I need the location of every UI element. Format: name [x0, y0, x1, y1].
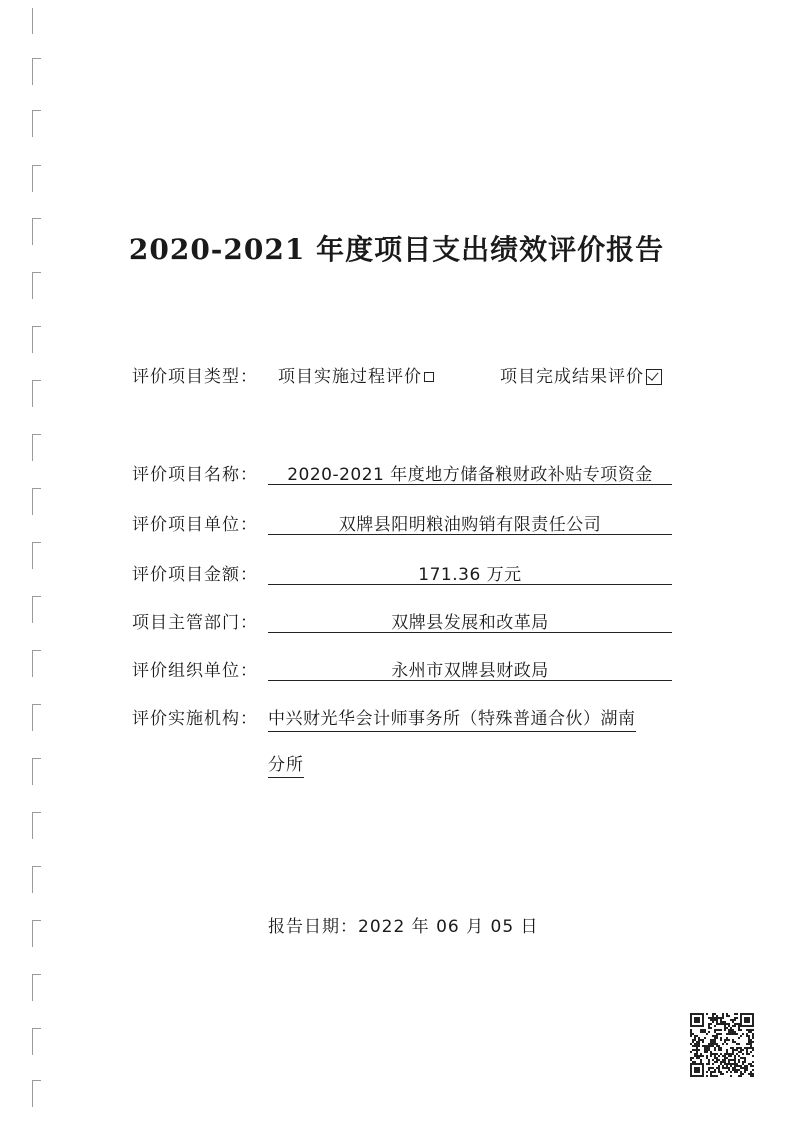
field-implementing-org: [132, 704, 672, 734]
field-value: 171.36 万元: [268, 560, 672, 585]
binding-mark: [32, 1028, 41, 1055]
field-label: 评价项目名称：: [132, 465, 258, 485]
field-value: 永州市双牌县财政局: [268, 656, 672, 681]
field-label: 评价项目单位：: [132, 515, 258, 535]
document-title: 2020-2021 年度项目支出绩效评价报告: [128, 233, 665, 266]
binding-mark: [32, 434, 41, 461]
binding-mark: [32, 8, 33, 34]
implementing-org-line2: 分所: [268, 750, 304, 778]
binding-mark: [32, 704, 41, 731]
option-result-evaluation[interactable]: [500, 362, 662, 387]
field-label: 项目主管部门：: [132, 613, 258, 633]
binding-mark: [32, 920, 41, 947]
field-project-unit: [132, 510, 672, 540]
implementing-org-line1: 中兴财光华会计师事务所（特殊普通合伙）湖南: [268, 709, 636, 732]
binding-mark: [32, 165, 41, 192]
binding-mark: [32, 974, 41, 1001]
evaluation-type-label: 评价项目类型：: [132, 367, 258, 387]
option-process-evaluation[interactable]: [278, 362, 434, 387]
binding-mark: [32, 812, 41, 839]
field-organizing-unit: [132, 656, 672, 686]
binding-mark: [32, 110, 41, 137]
binding-mark: [32, 380, 41, 407]
binding-mark: [32, 596, 41, 623]
field-value: [268, 704, 672, 728]
binding-mark: [32, 1080, 41, 1107]
binding-mark: [32, 58, 41, 85]
binding-mark: [32, 542, 41, 569]
unchecked-box-icon[interactable]: [424, 372, 434, 382]
field-supervising-department: [132, 608, 672, 638]
field-project-amount: [132, 560, 672, 590]
option-result-label: 项目完成结果评价: [500, 367, 644, 387]
field-label: 评价实施机构：: [132, 709, 258, 729]
binding-mark: [32, 272, 41, 299]
binding-mark: [32, 758, 41, 785]
field-value: 双牌县阳明粮油购销有限责任公司: [268, 510, 672, 535]
checked-box-icon[interactable]: [646, 369, 662, 385]
binding-mark: [32, 326, 41, 353]
field-label: 评价组织单位：: [132, 661, 258, 681]
field-value: 2020-2021 年度地方储备粮财政补贴专项资金: [268, 460, 672, 485]
field-value: 双牌县发展和改革局: [268, 608, 672, 633]
binding-mark: [32, 488, 41, 515]
binding-mark: [32, 866, 41, 893]
field-label: 评价项目金额：: [132, 565, 258, 585]
qr-code-icon: [690, 1013, 754, 1077]
report-date: 报告日期：2022 年 06 月 05 日: [268, 917, 539, 937]
option-process-label: 项目实施过程评价: [278, 367, 422, 387]
binding-mark: [32, 650, 41, 677]
field-project-name: [132, 460, 672, 490]
